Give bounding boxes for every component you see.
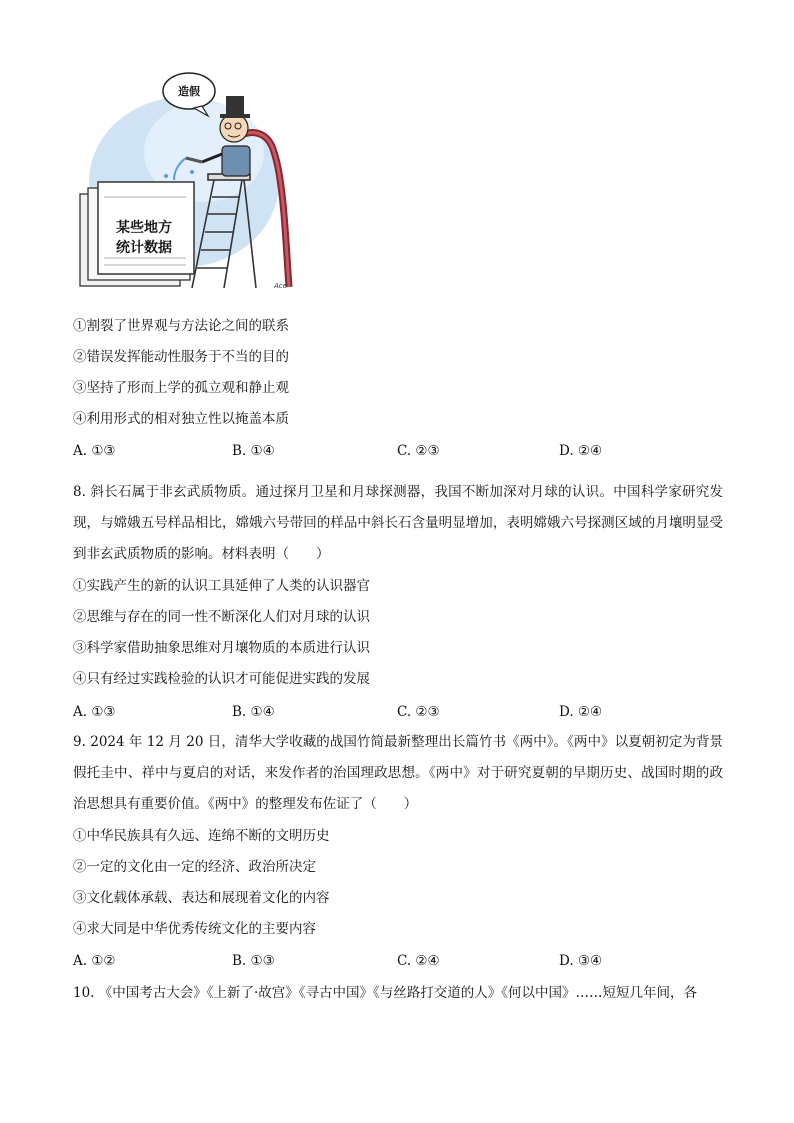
q7-option-d[interactable]: D. ②④	[559, 443, 603, 459]
q7-statement-3: ③坚持了形而上学的孤立观和静止观	[73, 380, 289, 396]
q7-option-b[interactable]: B. ①④	[232, 443, 275, 459]
speech-bubble-text: 造假	[178, 85, 200, 98]
q8-option-b[interactable]: B. ①④	[232, 704, 275, 720]
q9-stem: 9. 2024 年 12 月 20 日，清华大学收藏的战国竹简最新整理出长篇竹书《两中》。《两中》以夏朝初定为背景假托圭中、祥中与夏启的对话，来发作者的治国理政思想。《两中》对于研究夏朝的早期历史、战国时期的政治思想具有重要价值。《两中》的整理发布佐证了（ ）	[73, 734, 723, 812]
q7-option-a[interactable]: A. ①③	[73, 443, 116, 459]
q8-statement-1: ①实践产生的新的认识工具延伸了人类的认识器官	[73, 578, 370, 594]
document-label-line2: 统计数据	[116, 240, 172, 256]
q7-statement-2: ②错误发挥能动性服务于不当的目的	[73, 349, 289, 365]
q7-statement-1: ①割裂了世界观与方法论之间的联系	[73, 318, 289, 334]
q8-statement-4: ④只有经过实践检验的认识才可能促进实践的发展	[73, 671, 370, 687]
document-label-line1: 某些地方	[116, 220, 172, 236]
q9-option-a[interactable]: A. ①②	[73, 953, 116, 969]
q8-statement-3: ③科学家借助抽象思维对月壤物质的本质进行认识	[73, 640, 370, 656]
q9-statement-4: ④求大同是中华优秀传统文化的主要内容	[73, 921, 316, 937]
q9-statement-2: ②一定的文化由一定的经济、政治所决定	[73, 859, 316, 875]
q7-options	[73, 442, 733, 460]
q8-options	[73, 703, 733, 721]
q7-statement-4: ④利用形式的相对独立性以掩盖本质	[73, 411, 289, 427]
cartoon-illustration	[74, 62, 302, 298]
q8-stem: 8. 斜长石属于非玄武质物质。通过探月卫星和月球探测器，我国不断加深对月球的认识。中国科学家研究发现，与嫦娥五号样品相比，嫦娥六号带回的样品中斜长石含量明显增加，表明嫦娥六号探测区域的月壤明显受到非玄武质物质的影响。材料表明（ ）	[73, 484, 723, 562]
q9-statement-3: ③文化载体承载、表达和展现着文化的内容	[73, 890, 330, 906]
artist-signature: Ace	[274, 282, 287, 290]
q10-stem: 10. 《中国考古大会》《上新了·故宫》《寻古中国》《与丝路打交道的人》《何以中国》……短短几年间，各	[73, 985, 698, 1001]
q8-option-d[interactable]: D. ②④	[559, 704, 603, 720]
q8-option-a[interactable]: A. ①③	[73, 704, 116, 720]
q8-option-c[interactable]: C. ②③	[397, 704, 440, 720]
q8-statement-2: ②思维与存在的同一性不断深化人们对月球的认识	[73, 609, 370, 625]
q9-option-c[interactable]: C. ②④	[397, 953, 440, 969]
q9-statement-1: ①中华民族具有久远、连绵不断的文明历史	[73, 828, 330, 844]
q9-options	[73, 952, 733, 970]
q9-option-d[interactable]: D. ③④	[559, 953, 603, 969]
q9-option-b[interactable]: B. ①③	[232, 953, 275, 969]
q7-option-c[interactable]: C. ②③	[397, 443, 440, 459]
